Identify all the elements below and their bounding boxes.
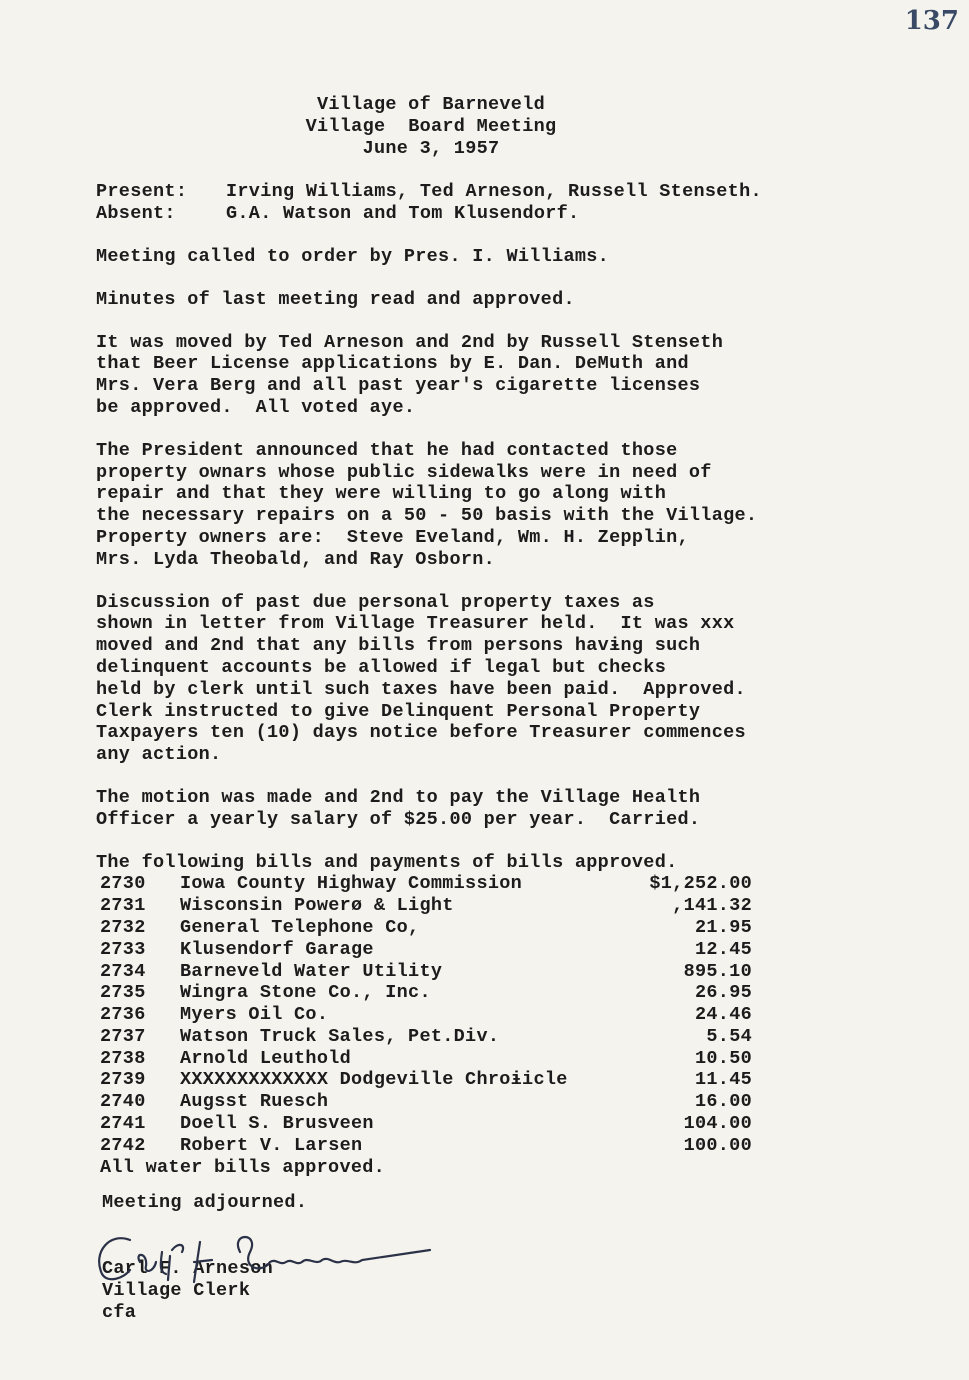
- typist-initials: cfa: [102, 1301, 137, 1323]
- property-tax-discussion: [96, 592, 856, 766]
- bill-amount: 16.00: [694, 1091, 752, 1113]
- bill-number: 2730: [100, 873, 146, 895]
- bill-payee: Klusendorf Garage: [180, 938, 374, 960]
- text-line: Taxpayers ten (10) days notice before Treasurer commences: [96, 722, 746, 744]
- handwritten-signature: [90, 1222, 450, 1292]
- bill-row: [96, 1113, 856, 1135]
- health-officer-salary: [96, 787, 856, 831]
- signature-text: Carl F. Arneson: [290, 1282, 298, 1283]
- text-line: be approved. All voted aye.: [96, 396, 416, 418]
- bill-amount: $1,252.00: [649, 873, 752, 895]
- minutes-approval: Minutes of last meeting read and approved.: [96, 288, 575, 310]
- bill-amount: 895.10: [683, 960, 752, 982]
- text-line: repair and that they were willing to go along with: [96, 483, 667, 505]
- bill-amount: ,141.32: [672, 895, 752, 917]
- bill-payee: General Telephone Co,: [180, 916, 420, 938]
- bill-number: 2733: [100, 938, 146, 960]
- text-line: delinquent accounts be allowed if legal but checks: [96, 656, 667, 678]
- header-village: Village of Barneveld: [316, 94, 546, 115]
- text-line: Mrs. Lyda Theobald, and Ray Osborn.: [96, 548, 496, 570]
- bill-row: [96, 961, 856, 983]
- bill-row: [96, 1091, 856, 1113]
- present-label: Present:: [96, 181, 188, 203]
- meeting-adjourned: Meeting adjourned.: [102, 1192, 308, 1214]
- bill-row: [96, 939, 856, 961]
- sidewalk-repairs: [96, 440, 856, 571]
- bill-payee: Wisconsin Powerø & Light: [180, 895, 454, 917]
- bill-row: [96, 873, 856, 895]
- text-line: any action.: [96, 744, 222, 766]
- bill-payee: Arnold Leuthold: [180, 1047, 352, 1069]
- text-line: moved and 2nd that any bills from persons havɨng such: [96, 635, 701, 657]
- bill-amount: 100.00: [683, 1134, 752, 1156]
- bill-number: 2735: [100, 982, 146, 1004]
- text-line: The motion was made and 2nd to pay the Village Health: [96, 786, 701, 808]
- bill-amount: 10.50: [694, 1047, 752, 1069]
- document-header: [96, 94, 766, 159]
- bill-number: 2732: [100, 916, 146, 938]
- text-line: held by clerk until such taxes have been paid. Approved.: [96, 678, 746, 700]
- absent-label: Absent:: [96, 203, 176, 225]
- bill-number: 2739: [100, 1069, 146, 1091]
- text-line: Discussion of past due personal property taxes as: [96, 591, 655, 613]
- bill-row: [96, 982, 856, 1004]
- bill-number: 2737: [100, 1025, 146, 1047]
- bill-payee: Myers Oil Co.: [180, 1004, 329, 1026]
- text-line: property ownars whose public sidewalks were in need of: [96, 461, 712, 483]
- bill-row: [96, 1069, 856, 1091]
- bill-row: [96, 1048, 856, 1070]
- page-number: 137: [904, 6, 959, 36]
- bills-intro: The following bills and payments of bills approved.: [96, 851, 678, 873]
- text-line: Property owners are: Steve Eveland, Wm. H. Zepplin,: [96, 526, 689, 548]
- attendance: [96, 181, 856, 225]
- bill-row: [96, 1135, 856, 1157]
- bill-payee: Robert V. Larsen: [180, 1134, 363, 1156]
- text-line: Mrs. Vera Berg and all past year's cigarette licenses: [96, 375, 701, 397]
- bill-row: [96, 1026, 856, 1048]
- text-line: Officer a yearly salary of $25.00 per year. Carried.: [96, 808, 701, 830]
- clerk-title: Village Clerk: [102, 1280, 251, 1302]
- bill-row: [96, 1004, 856, 1026]
- bill-payee: Wingra Stone Co., Inc.: [180, 982, 431, 1004]
- bill-number: 2741: [100, 1113, 146, 1135]
- bill-amount: 12.45: [694, 938, 752, 960]
- bill-payee: Watson Truck Sales, Pet.Div.: [180, 1025, 500, 1047]
- bill-payee: Barneveld Water Utility: [180, 960, 443, 982]
- water-bills-note: All water bills approved.: [100, 1156, 386, 1178]
- bill-number: 2731: [100, 895, 146, 917]
- bills-list: [96, 873, 856, 1156]
- bill-number: 2738: [100, 1047, 146, 1069]
- clerk-name: Carl F. Arneson: [102, 1258, 274, 1280]
- signature-scribble: [90, 1222, 450, 1292]
- header-meeting: Village Board Meeting: [305, 115, 557, 137]
- bill-amount: 104.00: [683, 1113, 752, 1135]
- bill-row: [96, 917, 856, 939]
- text-line: It was moved by Ted Arneson and 2nd by Russell Stenseth: [96, 331, 724, 353]
- bill-payee: Iowa County Highway Commission: [180, 873, 523, 895]
- call-to-order: Meeting called to order by Pres. I. Williams.: [96, 245, 610, 267]
- present-value: Irving Williams, Ted Arneson, Russell Stenseth.: [226, 181, 762, 203]
- bill-payee: Augsst Ruesch: [180, 1091, 329, 1113]
- bill-amount: 26.95: [694, 982, 752, 1004]
- bill-amount: 24.46: [694, 1004, 752, 1026]
- bill-payee: Doell S. Brusveen: [180, 1113, 374, 1135]
- header-date: June 3, 1957: [362, 137, 500, 159]
- bill-number: 2740: [100, 1091, 146, 1113]
- beer-license-motion: [96, 332, 856, 419]
- text-line: shown in letter from Village Treasurer held. It was xxx: [96, 613, 735, 635]
- bill-row: [96, 895, 856, 917]
- bill-payee: XXXXXXXXXXXXX Dodgeville Chroɨicle: [180, 1069, 568, 1091]
- text-line: the necessary repairs on a 50 - 50 basis with the Village.: [96, 505, 758, 527]
- text-line: The President announced that he had contacted those: [96, 439, 678, 461]
- bill-amount: 5.54: [706, 1025, 752, 1047]
- text-line: Clerk instructed to give Delinquent Personal Property: [96, 700, 701, 722]
- bill-amount: 11.45: [694, 1069, 752, 1091]
- text-line: that Beer License applications by E. Dan. DeMuth and: [96, 353, 689, 375]
- absent-value: G.A. Watson and Tom Klusendorf.: [226, 203, 580, 225]
- bill-number: 2736: [100, 1004, 146, 1026]
- bill-number: 2734: [100, 960, 146, 982]
- minutes-body: [96, 94, 856, 1324]
- bill-number: 2742: [100, 1134, 146, 1156]
- bill-amount: 21.95: [694, 916, 752, 938]
